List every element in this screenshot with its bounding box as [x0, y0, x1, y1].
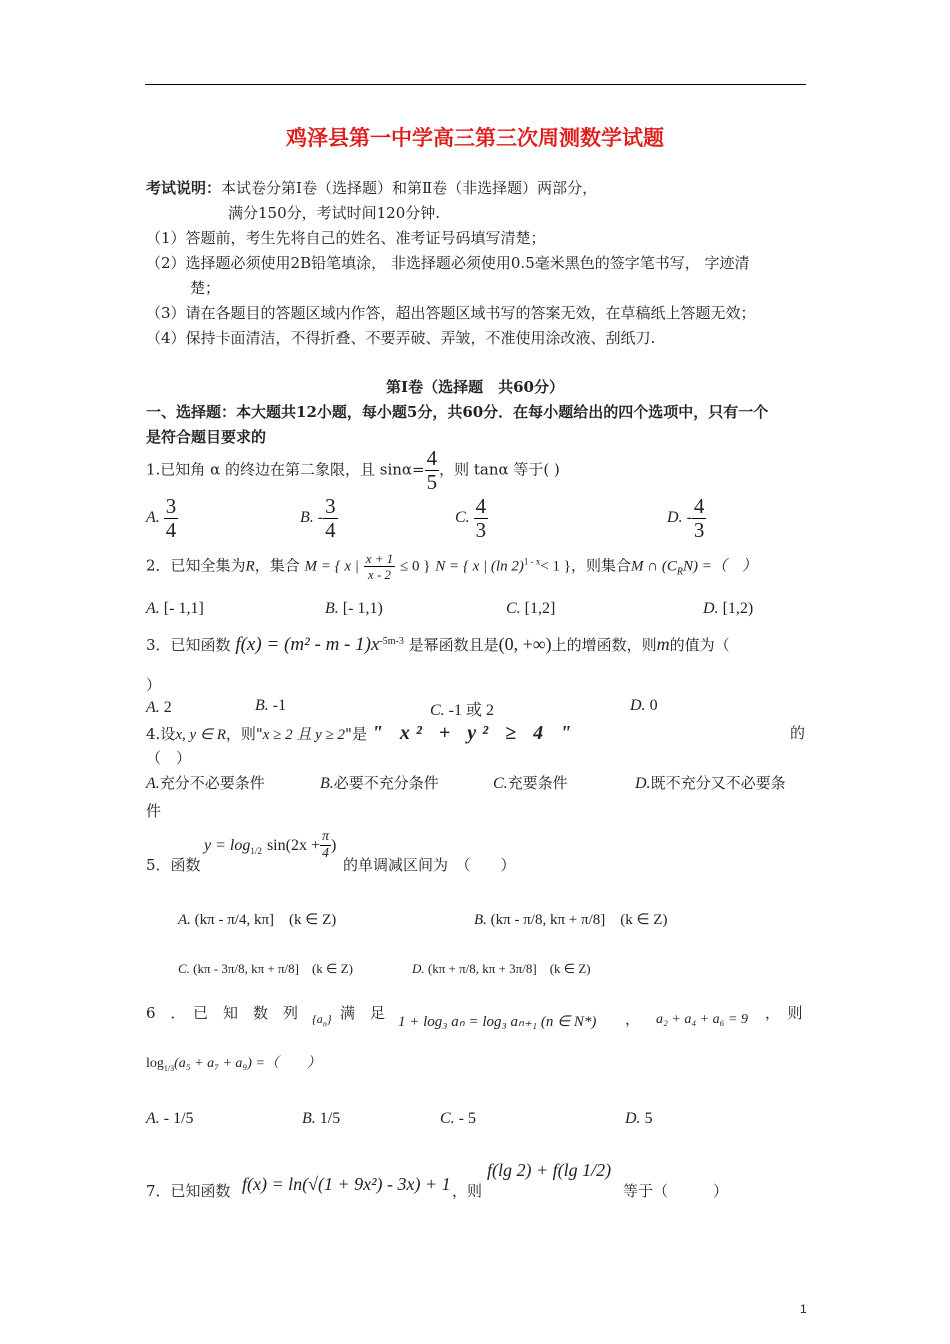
q7-stem-b: ，则: [452, 1182, 483, 1200]
intro-label: 考试说明：: [146, 179, 222, 197]
q5-option-a[interactable]: A. (kπ - π/4, kπ] (k ∈ Z): [178, 912, 337, 928]
q3-option-d[interactable]: D. 0: [630, 697, 658, 714]
q5-option-b[interactable]: B. (kπ - π/8, kπ + π/8] (k ∈ Z): [474, 912, 668, 928]
q7-stem-a: 7．已知函数: [146, 1182, 231, 1200]
q1-stem-b: ，则 tanα 等于( ): [439, 460, 560, 479]
q6-sequence: $\{a_n\}$: [312, 1012, 332, 1029]
q1-option-c[interactable]: C. $\frac{4}{3}$: [455, 494, 487, 542]
q4-option-c[interactable]: C.充要条件: [493, 774, 568, 792]
q3-stem-close: ）: [146, 676, 162, 694]
q6-stem-d: ， 则: [765, 1004, 803, 1022]
section-heading: 第Ⅰ卷（选择题 共60分）: [386, 378, 564, 396]
question-4: 4.设x, y ∈ R，则"x ≥ 2 且 y ≥ 2"是 " x² + y² ≥ 4 ": [146, 722, 578, 744]
question-3: 3．已知函数 $f(x) = (m^2 - m - 1)x^{-5m-3}$ 是幂函数且是(0, +∞)上的增函数，则m的值为（: [146, 634, 730, 655]
q6-option-c[interactable]: C. - 5: [440, 1110, 476, 1127]
q4-option-d-cont: 件: [146, 802, 162, 820]
q6-option-d[interactable]: D. 5: [625, 1110, 653, 1127]
q6-stem-b: 满 足: [340, 1004, 386, 1022]
rule-1: （1）答题前，考生先将自己的姓名、准考证号码填写清楚；: [146, 229, 546, 247]
section-instructions-1: 一、选择题：本大题共12小题，每小题5分，共60分．在每小题给出的四个选项中，只有一个: [146, 403, 769, 421]
q2-option-a[interactable]: A. [- 1,1]: [146, 600, 204, 617]
q3-option-a[interactable]: A. 2: [146, 699, 172, 716]
q6-stem-c: ，: [625, 1010, 641, 1028]
q4-stem-end: 的: [790, 724, 806, 742]
q2-option-b[interactable]: B. [- 1,1): [325, 600, 383, 617]
intro-text1: 本试卷分第Ⅰ卷（选择题）和第Ⅱ卷（非选择题）两部分，: [221, 179, 598, 197]
question-1: [146, 448, 560, 493]
q1-option-b[interactable]: B. - $\frac{3}{4}$: [300, 494, 336, 542]
q1-option-d[interactable]: D. - $\frac{4}{3}$: [667, 494, 705, 542]
q4-option-b[interactable]: B.必要不充分条件: [320, 774, 439, 792]
q6-option-a[interactable]: A. - 1/5: [146, 1110, 194, 1127]
q7-expression: f(lg 2) + f(lg 1/2): [487, 1160, 612, 1180]
q7-stem-c: 等于（ ）: [623, 1182, 729, 1200]
header-rule: [145, 84, 806, 85]
section-instructions-2: 是符合题目要求的: [146, 428, 267, 446]
rule-3: （3）请在各题目的答题区域内作答，超出答题区域书写的答案无效，在草稿纸上答题无效；: [146, 304, 756, 322]
q4-option-d[interactable]: D.既不充分又不必要条: [635, 774, 786, 792]
q4-stem-paren: （ ）: [146, 749, 192, 767]
intro-line2: 满分150分，考试时间120分钟.: [228, 204, 441, 222]
q5-stem-b: 的单调减区间为 （ ）: [343, 856, 516, 874]
rule-2-cont: 楚；: [190, 279, 221, 297]
q5-function: $y = \log_{1/2} \sin(2x$ + $\frac{\pi}{4}$ ): [204, 829, 337, 861]
q5-option-d[interactable]: D. (kπ + π/8, kπ + 3π/8] (k ∈ Z): [412, 961, 591, 976]
rule-4: （4）保持卡面清洁，不得折叠、不要弄破、弄皱，不准使用涂改液、刮纸刀.: [146, 329, 656, 347]
q3-option-c[interactable]: C. -1 或 2: [430, 702, 495, 719]
q1-option-a[interactable]: A. $\frac{3}{4}$: [146, 494, 177, 542]
q6-stem-a: 6 ． 已 知 数 列: [146, 1004, 299, 1022]
q1-fraction: $\frac{4}{5}$: [426, 446, 438, 494]
q5-option-c[interactable]: C. (kπ - 3π/8, kπ + π/8] (k ∈ Z): [178, 961, 353, 976]
q2-option-c[interactable]: C. [1,2]: [506, 600, 556, 617]
q6-sum: a₂ + a₄ + a₆ = 9: [656, 1012, 748, 1027]
q4-option-a[interactable]: A.充分不必要条件: [146, 774, 265, 792]
q1-stem-a: 1.已知角 α 的终边在第二象限，且 sinα=: [146, 460, 425, 479]
q6-relation: 1 + log₃ aₙ = log₃ aₙ₊₁ (n ∈ N*): [398, 1014, 597, 1030]
intro-line1: [146, 177, 597, 198]
q6-expression: $\log_{1/3}(a_5 + a_7 + a_9)$ =（ ）: [146, 1056, 321, 1073]
page-title: 鸡泽县第一中学高三第三次周测数学试题: [286, 125, 664, 150]
q2-option-d[interactable]: D. [1,2): [703, 600, 754, 617]
q7-function: f(x) = ln(√(1 + 9x²) - 3x) + 1: [242, 1174, 451, 1194]
q3-option-b[interactable]: B. -1: [255, 697, 287, 714]
question-2: 2．已知全集为R，集合 M = { x | $\frac{x + 1}{x - 2}$ ≤ 0 } N = { x | (ln 2)$^{1 - x}$< 1 }，则集合M ∩ $(C_RN)$ =（ ）: [146, 551, 757, 582]
q5-stem-a: 5．函数: [146, 856, 201, 874]
page-number: 1: [800, 1302, 807, 1316]
rule-2: （2）选择题必须使用2B铅笔填涂， 非选择题必须使用0.5毫米黑色的签字笔书写， 字迹清: [146, 254, 750, 272]
q6-option-b[interactable]: B. 1/5: [302, 1110, 341, 1127]
